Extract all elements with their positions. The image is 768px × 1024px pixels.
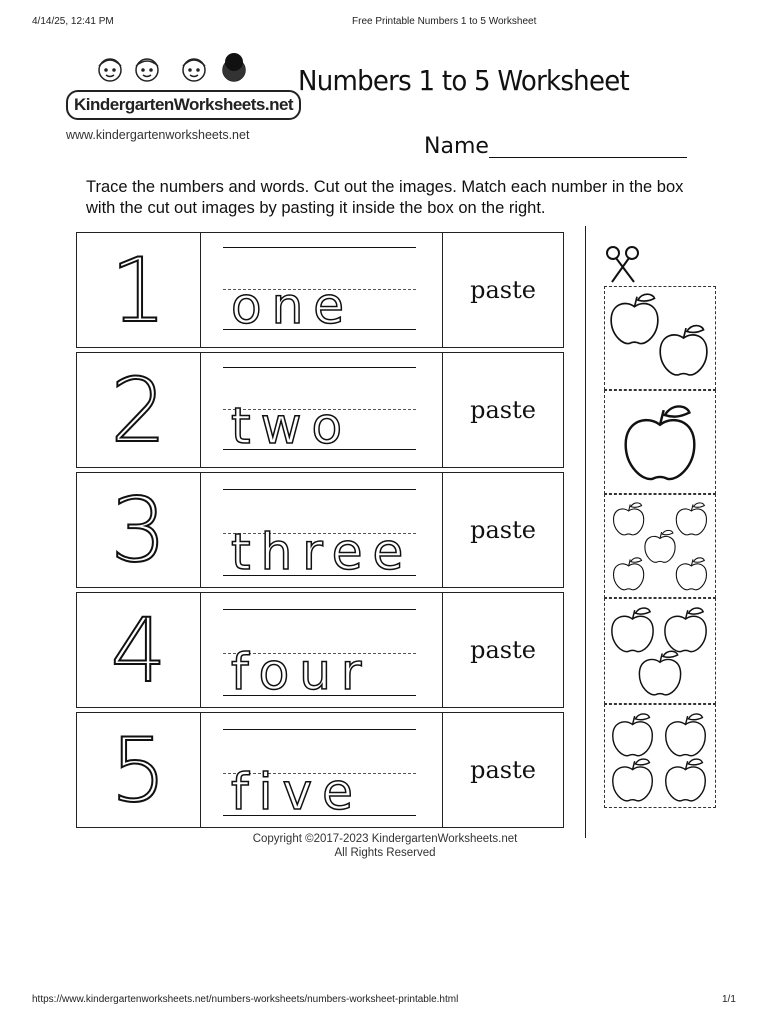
paste-box[interactable] — [443, 233, 563, 347]
number-cell — [77, 713, 201, 827]
apple-icon — [660, 326, 707, 375]
apple-icon — [613, 714, 653, 756]
number-cell — [77, 233, 201, 347]
cut-out-apples-3[interactable] — [604, 598, 716, 704]
guide-line-top — [223, 367, 416, 368]
print-url: https://www.kindergartenworksheets.net/numbers-worksheets/numbers-worksheet-printable.html — [32, 994, 459, 1005]
trace-number: 1 — [110, 238, 167, 342]
scissors-icon — [604, 244, 644, 284]
trace-word: three — [231, 523, 414, 581]
number-cell — [77, 473, 201, 587]
paste-box[interactable] — [443, 593, 563, 707]
paste-label: paste — [470, 756, 536, 784]
paste-label: paste — [470, 276, 536, 304]
trace-number: 3 — [110, 478, 167, 582]
worksheet-row-four — [76, 592, 564, 708]
cut-out-apples-4[interactable] — [604, 704, 716, 808]
apple-group — [605, 705, 715, 807]
word-cell — [201, 593, 443, 707]
logo-url: www.kindergartenworksheets.net — [66, 128, 250, 142]
copyright-line-2: All Rights Reserved — [334, 847, 436, 859]
cut-out-apples-5[interactable] — [604, 494, 716, 598]
trace-word: five — [231, 763, 363, 821]
apple-icon — [614, 503, 644, 535]
print-page-number: 1/1 — [722, 994, 736, 1005]
apple-icon — [626, 406, 695, 479]
apple-icon — [612, 608, 653, 652]
paste-label: paste — [470, 396, 536, 424]
print-page-title: Free Printable Numbers 1 to 5 Worksheet — [352, 16, 537, 27]
apple-icon — [666, 714, 706, 756]
worksheet-row-five — [76, 712, 564, 828]
paste-label: paste — [470, 636, 536, 664]
trace-word: one — [231, 277, 355, 335]
cut-out-apples-1[interactable] — [604, 390, 716, 494]
copyright — [250, 832, 520, 860]
name-line — [489, 157, 687, 158]
cut-divider — [585, 226, 586, 838]
apple-icon — [666, 759, 706, 801]
copyright-line-1: Copyright ©2017-2023 KindergartenWorksheets.net — [252, 833, 518, 845]
apple-icon — [639, 651, 680, 695]
number-cell — [77, 353, 201, 467]
instructions: Trace the numbers and words. Cut out the images. Match each number in the box with the cut out images by pasting it inside the box on the right. — [86, 178, 684, 217]
worksheet-row-two — [76, 352, 564, 468]
cut-out-apples-2[interactable] — [604, 286, 716, 390]
apple-group — [605, 391, 715, 493]
worksheet-row-one — [76, 232, 564, 348]
guide-line-top — [223, 729, 416, 730]
trace-word: two — [231, 397, 353, 455]
name-label: Name — [424, 134, 489, 159]
apple-group — [605, 495, 715, 597]
apple-icon — [611, 294, 658, 343]
trace-number: 4 — [110, 598, 167, 702]
trace-number: 2 — [110, 358, 167, 462]
apple-group — [605, 287, 715, 389]
guide-line-top — [223, 247, 416, 248]
guide-line-top — [223, 609, 416, 610]
apple-icon — [665, 608, 706, 652]
worksheet-row-three — [76, 472, 564, 588]
worksheet-title: Numbers 1 to 5 Worksheet — [298, 64, 629, 97]
word-cell — [201, 473, 443, 587]
trace-word: four — [231, 643, 372, 701]
apple-icon — [676, 558, 706, 590]
apple-icon — [614, 558, 644, 590]
paste-box[interactable] — [443, 713, 563, 827]
word-cell — [201, 233, 443, 347]
apple-icon — [613, 759, 653, 801]
kids-logo-icon — [82, 50, 282, 92]
paste-box[interactable] — [443, 353, 563, 467]
logo — [66, 50, 294, 145]
paste-box[interactable] — [443, 473, 563, 587]
guide-line-top — [223, 489, 416, 490]
trace-number: 5 — [110, 718, 167, 822]
apple-icon — [676, 503, 706, 535]
word-cell — [201, 713, 443, 827]
paste-label: paste — [470, 516, 536, 544]
number-cell — [77, 593, 201, 707]
print-datetime: 4/14/25, 12:41 PM — [32, 16, 114, 27]
apple-icon — [645, 530, 675, 562]
apple-group — [605, 599, 715, 703]
word-cell — [201, 353, 443, 467]
logo-text: KindergartenWorksheets.net — [66, 90, 301, 120]
